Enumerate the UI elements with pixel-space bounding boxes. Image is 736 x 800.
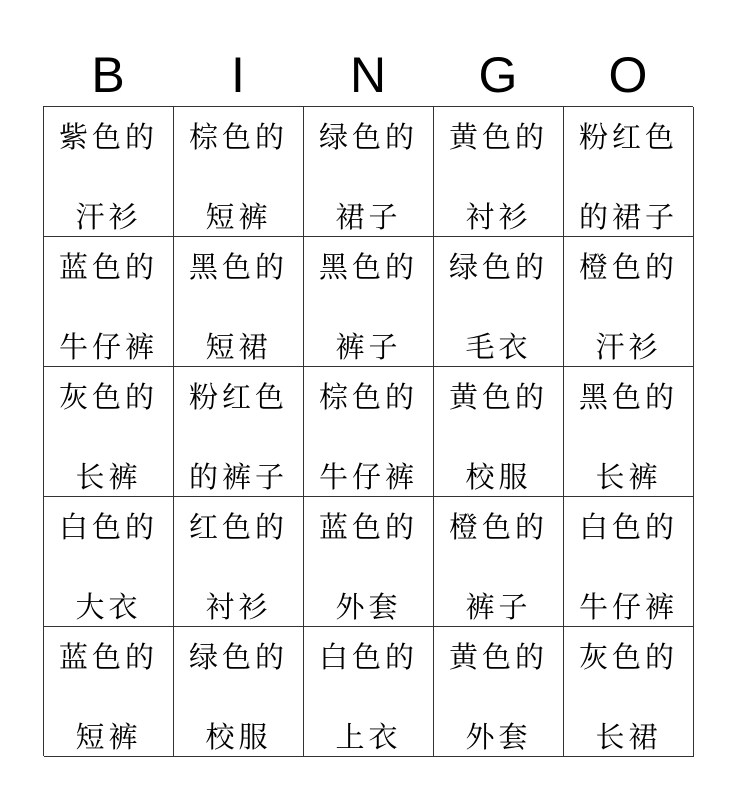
cell-line-2: 长裤 — [595, 460, 662, 494]
cell-line-1: 黄色的 — [448, 640, 548, 674]
cell-line-1: 橙色的 — [578, 250, 678, 284]
cell-line-2: 衬衫 — [205, 590, 272, 624]
cell-line-1: 黑色的 — [578, 380, 678, 414]
cell-line-1: 蓝色的 — [58, 640, 158, 674]
bingo-cell[interactable] — [304, 497, 434, 627]
bingo-cell[interactable] — [564, 367, 694, 497]
bingo-cell[interactable] — [434, 237, 564, 367]
cell-line-1: 灰色的 — [578, 640, 678, 674]
cell-line-2: 汗衫 — [595, 330, 662, 364]
cell-line-2: 短裙 — [205, 330, 272, 364]
cell-line-2: 大衣 — [75, 590, 142, 624]
cell-line-2: 的裤子 — [188, 460, 288, 494]
header-letter-n: N — [349, 47, 387, 103]
cell-line-1: 蓝色的 — [58, 250, 158, 284]
cell-line-2: 长裙 — [595, 720, 662, 754]
bingo-cell[interactable] — [44, 367, 174, 497]
header-letter-i: I — [231, 47, 245, 103]
header-letter-o: O — [608, 47, 648, 103]
cell-line-1: 白色的 — [318, 640, 418, 674]
bingo-cell[interactable] — [304, 627, 434, 757]
bingo-cell[interactable] — [434, 627, 564, 757]
cell-line-1: 粉红色 — [578, 120, 678, 154]
cell-line-2: 裤子 — [465, 590, 532, 624]
bingo-cell[interactable] — [174, 107, 304, 237]
cell-line-1: 绿色的 — [188, 640, 288, 674]
cell-line-2: 毛衣 — [465, 330, 532, 364]
cell-line-1: 黑色的 — [188, 250, 288, 284]
cell-line-1: 绿色的 — [448, 250, 548, 284]
bingo-header — [43, 44, 693, 106]
cell-line-1: 棕色的 — [188, 120, 288, 154]
cell-line-1: 黑色的 — [318, 250, 418, 284]
bingo-cell[interactable] — [174, 627, 304, 757]
cell-line-2: 短裤 — [205, 200, 272, 234]
bingo-cell[interactable] — [174, 497, 304, 627]
cell-line-2: 裙子 — [335, 200, 402, 234]
cell-line-2: 牛仔裤 — [58, 330, 158, 364]
cell-line-1: 红色的 — [188, 510, 288, 544]
cell-line-2: 裤子 — [335, 330, 402, 364]
bingo-grid — [43, 106, 693, 756]
cell-line-1: 黄色的 — [448, 380, 548, 414]
cell-line-1: 黄色的 — [448, 120, 548, 154]
bingo-cell[interactable] — [174, 237, 304, 367]
bingo-cell[interactable] — [564, 107, 694, 237]
bingo-cell[interactable] — [44, 237, 174, 367]
cell-line-2: 牛仔裤 — [578, 590, 678, 624]
cell-line-2: 校服 — [465, 460, 532, 494]
cell-line-2: 的裙子 — [578, 200, 678, 234]
cell-line-1: 蓝色的 — [318, 510, 418, 544]
cell-line-2: 外套 — [465, 720, 532, 754]
cell-line-1: 白色的 — [58, 510, 158, 544]
bingo-cell[interactable] — [434, 497, 564, 627]
bingo-cell[interactable] — [44, 627, 174, 757]
cell-line-2: 上衣 — [335, 720, 402, 754]
cell-line-2: 外套 — [335, 590, 402, 624]
cell-line-1: 灰色的 — [58, 380, 158, 414]
bingo-cell[interactable] — [564, 627, 694, 757]
cell-line-2: 长裤 — [75, 460, 142, 494]
header-letter-g: G — [478, 47, 518, 103]
bingo-cell[interactable] — [44, 497, 174, 627]
cell-line-1: 白色的 — [578, 510, 678, 544]
bingo-cell[interactable] — [564, 237, 694, 367]
cell-line-1: 棕色的 — [318, 380, 418, 414]
cell-line-2: 短裤 — [75, 720, 142, 754]
cell-line-1: 橙色的 — [448, 510, 548, 544]
bingo-cell[interactable] — [174, 367, 304, 497]
cell-line-2: 汗衫 — [75, 200, 142, 234]
cell-line-1: 粉红色 — [188, 380, 288, 414]
bingo-cell[interactable] — [44, 107, 174, 237]
bingo-cell[interactable] — [434, 107, 564, 237]
cell-line-2: 牛仔裤 — [318, 460, 418, 494]
bingo-cell[interactable] — [304, 107, 434, 237]
cell-line-2: 衬衫 — [465, 200, 532, 234]
cell-line-1: 紫色的 — [58, 120, 158, 154]
cell-line-1: 绿色的 — [318, 120, 418, 154]
header-letter-b: B — [91, 47, 125, 103]
bingo-cell[interactable] — [434, 367, 564, 497]
bingo-cell[interactable] — [564, 497, 694, 627]
cell-line-2: 校服 — [205, 720, 272, 754]
bingo-cell[interactable] — [304, 237, 434, 367]
bingo-cell[interactable] — [304, 367, 434, 497]
